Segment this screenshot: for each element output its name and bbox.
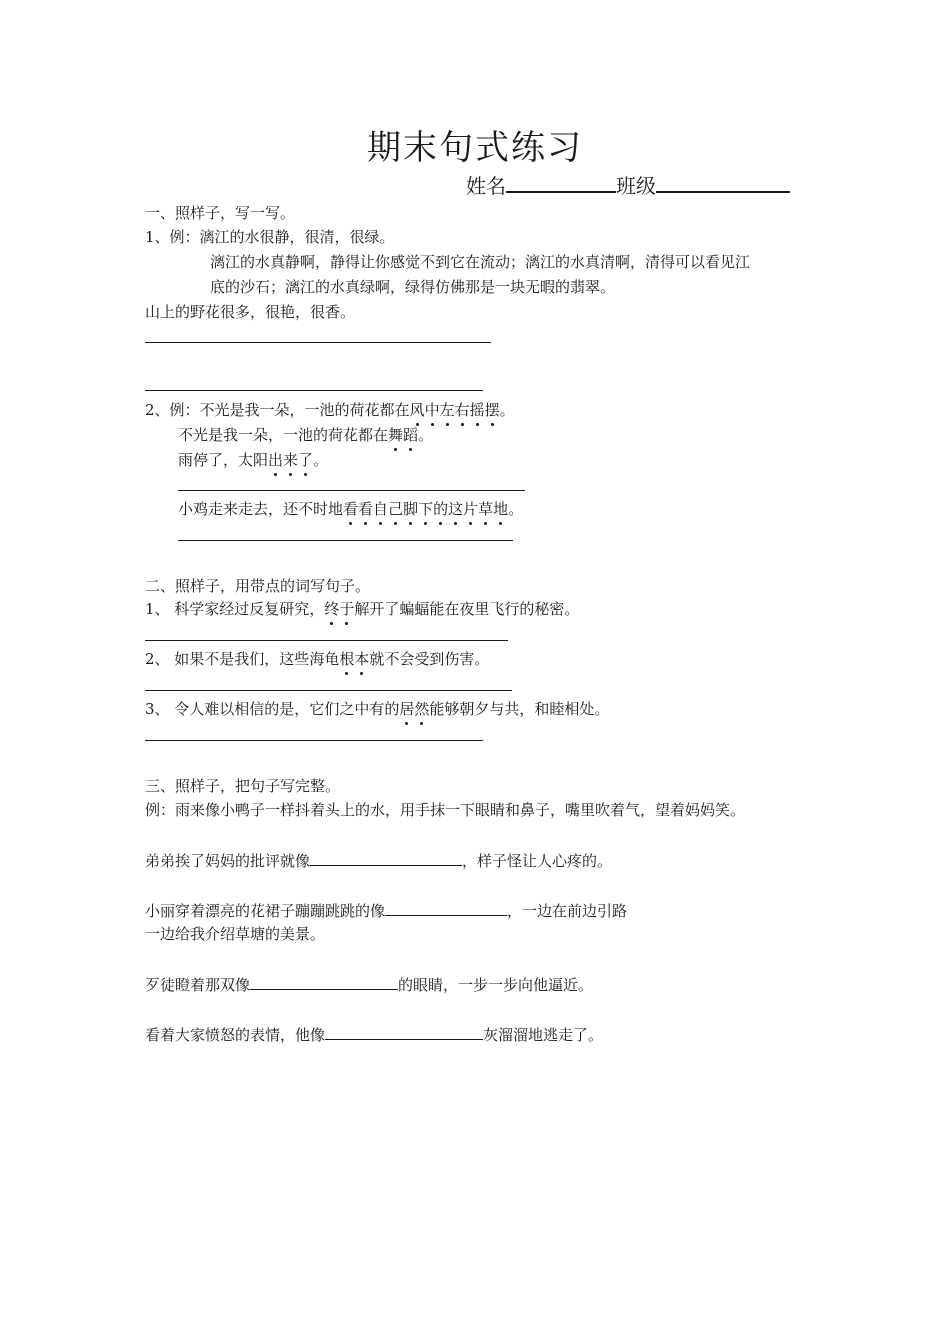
dotted-char: 蹈 [403, 426, 419, 444]
s2-q1-text-a: 1、 科学家经过反复研究， [145, 600, 325, 618]
s2-q2-text-a: 2、 如果不是我们，这些海龟 [145, 650, 340, 668]
s1-q2-example-dotted [388, 426, 418, 444]
s3-q1-text-a: 弟弟挨了妈妈的批评就像 [145, 852, 311, 870]
s3-q2-text-b: ，一边在前边引路 [507, 902, 628, 920]
dotted-char: 来 [283, 451, 299, 469]
dotted-char: 终 [324, 600, 340, 618]
s2-q2-text-b: 就不会受到伤害。 [369, 650, 490, 668]
s2-q1-dotted-word [324, 600, 354, 618]
s1-q2-prompt-b-end: 。 [508, 500, 524, 518]
answer-line-6[interactable] [145, 690, 512, 691]
answer-line-2[interactable] [145, 390, 483, 391]
s3-q1 [145, 849, 612, 871]
section-1-heading: 一、照样子，写一写。 [145, 204, 296, 222]
dotted-char: 看 [343, 500, 359, 518]
s1-q2-label-end: 。 [499, 401, 515, 419]
dotted-char: 然 [414, 700, 430, 718]
dotted-char: 脚 [403, 500, 419, 518]
s1-q2-prompt-b [178, 499, 523, 519]
s1-q2-prompt-a-end: 。 [313, 451, 329, 469]
name-label: 姓名 [466, 174, 506, 198]
dotted-char: 这 [448, 500, 464, 518]
answer-line-4[interactable] [178, 540, 513, 541]
dotted-char: 摆 [484, 401, 500, 419]
s2-q1-text-b: 解开了蝙蝠能在夜里飞行的秘密。 [354, 600, 580, 618]
answer-line-1[interactable] [145, 342, 491, 343]
s3-q2 [145, 899, 627, 921]
s1-q1-label: 1、例：漓江的水很静，很清，很绿。 [145, 228, 395, 246]
s3-q2-blank[interactable] [385, 899, 507, 916]
dotted-char: 本 [354, 650, 370, 668]
s2-q1 [145, 599, 579, 619]
s3-q3 [145, 973, 593, 995]
dotted-char: 地 [493, 500, 509, 518]
answer-line-3[interactable] [178, 490, 525, 491]
s3-q4-text-b: 灰溜溜地逃走了。 [483, 1026, 604, 1044]
s1-q2-dotted-phrase [410, 401, 500, 419]
class-label: 班级 [616, 174, 656, 198]
s2-q3-text-a: 3、 令人难以相信的是，它们之中有的 [145, 700, 400, 718]
s1-q2-example-end: 。 [418, 426, 434, 444]
s1-q2-prompt-b-dotted [343, 500, 508, 518]
s3-q2-text-a: 小丽穿着漂亮的花裙子蹦蹦跳跳的像 [145, 902, 386, 920]
dotted-char: 看 [358, 500, 374, 518]
s1-q2-prompt-a [178, 450, 328, 470]
dotted-char: 居 [399, 700, 415, 718]
s3-q4 [145, 1023, 603, 1045]
name-class-bar [466, 172, 790, 200]
dotted-char: 根 [339, 650, 355, 668]
s1-q2-prompt-a-text: 雨停了，太阳 [178, 451, 269, 469]
s1-q2-example [178, 425, 433, 445]
s1-q2-label [145, 400, 515, 420]
section-2-heading: 二、照样子，用带点的词写句子。 [145, 577, 371, 595]
dotted-char: 草 [478, 500, 494, 518]
dotted-char: 自 [373, 500, 389, 518]
dotted-char: 中 [424, 401, 440, 419]
s1-q2-prompt-b-text: 小鸡走来走去，还不时地 [178, 500, 344, 518]
s2-q2-dotted-word [339, 650, 369, 668]
s2-q3-text-b: 能够朝夕与共，和睦相处。 [429, 700, 610, 718]
s3-q4-blank[interactable] [325, 1023, 483, 1040]
s1-q1-prompt: 山上的野花很多，很艳，很香。 [145, 303, 356, 321]
s1-q1-example-line2: 底的沙石；漓江的水真绿啊，绿得仿佛那是一块无暇的翡翠。 [210, 278, 616, 296]
dotted-char: 风 [409, 401, 425, 419]
section-3-heading: 三、照样子，把句子写完整。 [145, 777, 341, 795]
s2-q3-dotted-word [399, 700, 429, 718]
dotted-char: 了 [298, 451, 314, 469]
s1-q2-example-text: 不光是我一朵，一池的荷花都在 [178, 426, 389, 444]
s3-q3-text-a: 歹徒瞪着那双像 [145, 976, 251, 994]
dotted-char: 舞 [388, 426, 404, 444]
page-title: 期末句式练习 [367, 128, 583, 168]
dotted-char: 出 [268, 451, 284, 469]
s3-q4-text-a: 看着大家愤怒的表情，他像 [145, 1026, 326, 1044]
s3-q3-text-b: 的眼睛，一步一步向他逼近。 [398, 976, 594, 994]
dotted-char: 左 [439, 401, 455, 419]
dotted-char: 己 [388, 500, 404, 518]
s3-q2-continued: 一边给我介绍草塘的美景。 [145, 925, 326, 943]
s1-q1-example-line1: 漓江的水真静啊，静得让你感觉不到它在流动；漓江的水真清啊，清得可以看见江 [210, 253, 751, 271]
s3-example: 例：雨来像小鸭子一样抖着头上的水，用手抹一下眼睛和鼻子，嘴里吹着气，望着妈妈笑。 [145, 801, 746, 819]
answer-line-7[interactable] [145, 740, 483, 741]
s2-q2 [145, 649, 489, 669]
dotted-char: 下 [418, 500, 434, 518]
s1-q2-prompt-a-dotted [268, 451, 313, 469]
dotted-char: 于 [339, 600, 355, 618]
name-field[interactable] [506, 173, 616, 193]
answer-line-5[interactable] [145, 640, 508, 641]
dotted-char: 片 [463, 500, 479, 518]
s3-q3-blank[interactable] [250, 973, 398, 990]
s1-q2-label-text: 2、例：不光是我一朵，一池的荷花都在 [145, 401, 410, 419]
class-field[interactable] [656, 173, 790, 193]
s3-q1-blank[interactable] [310, 849, 462, 866]
dotted-char: 右 [454, 401, 470, 419]
s2-q3 [145, 699, 609, 719]
dotted-char: 的 [433, 500, 449, 518]
dotted-char: 摇 [469, 401, 485, 419]
s3-q1-text-b: ，样子怪让人心疼的。 [462, 852, 613, 870]
